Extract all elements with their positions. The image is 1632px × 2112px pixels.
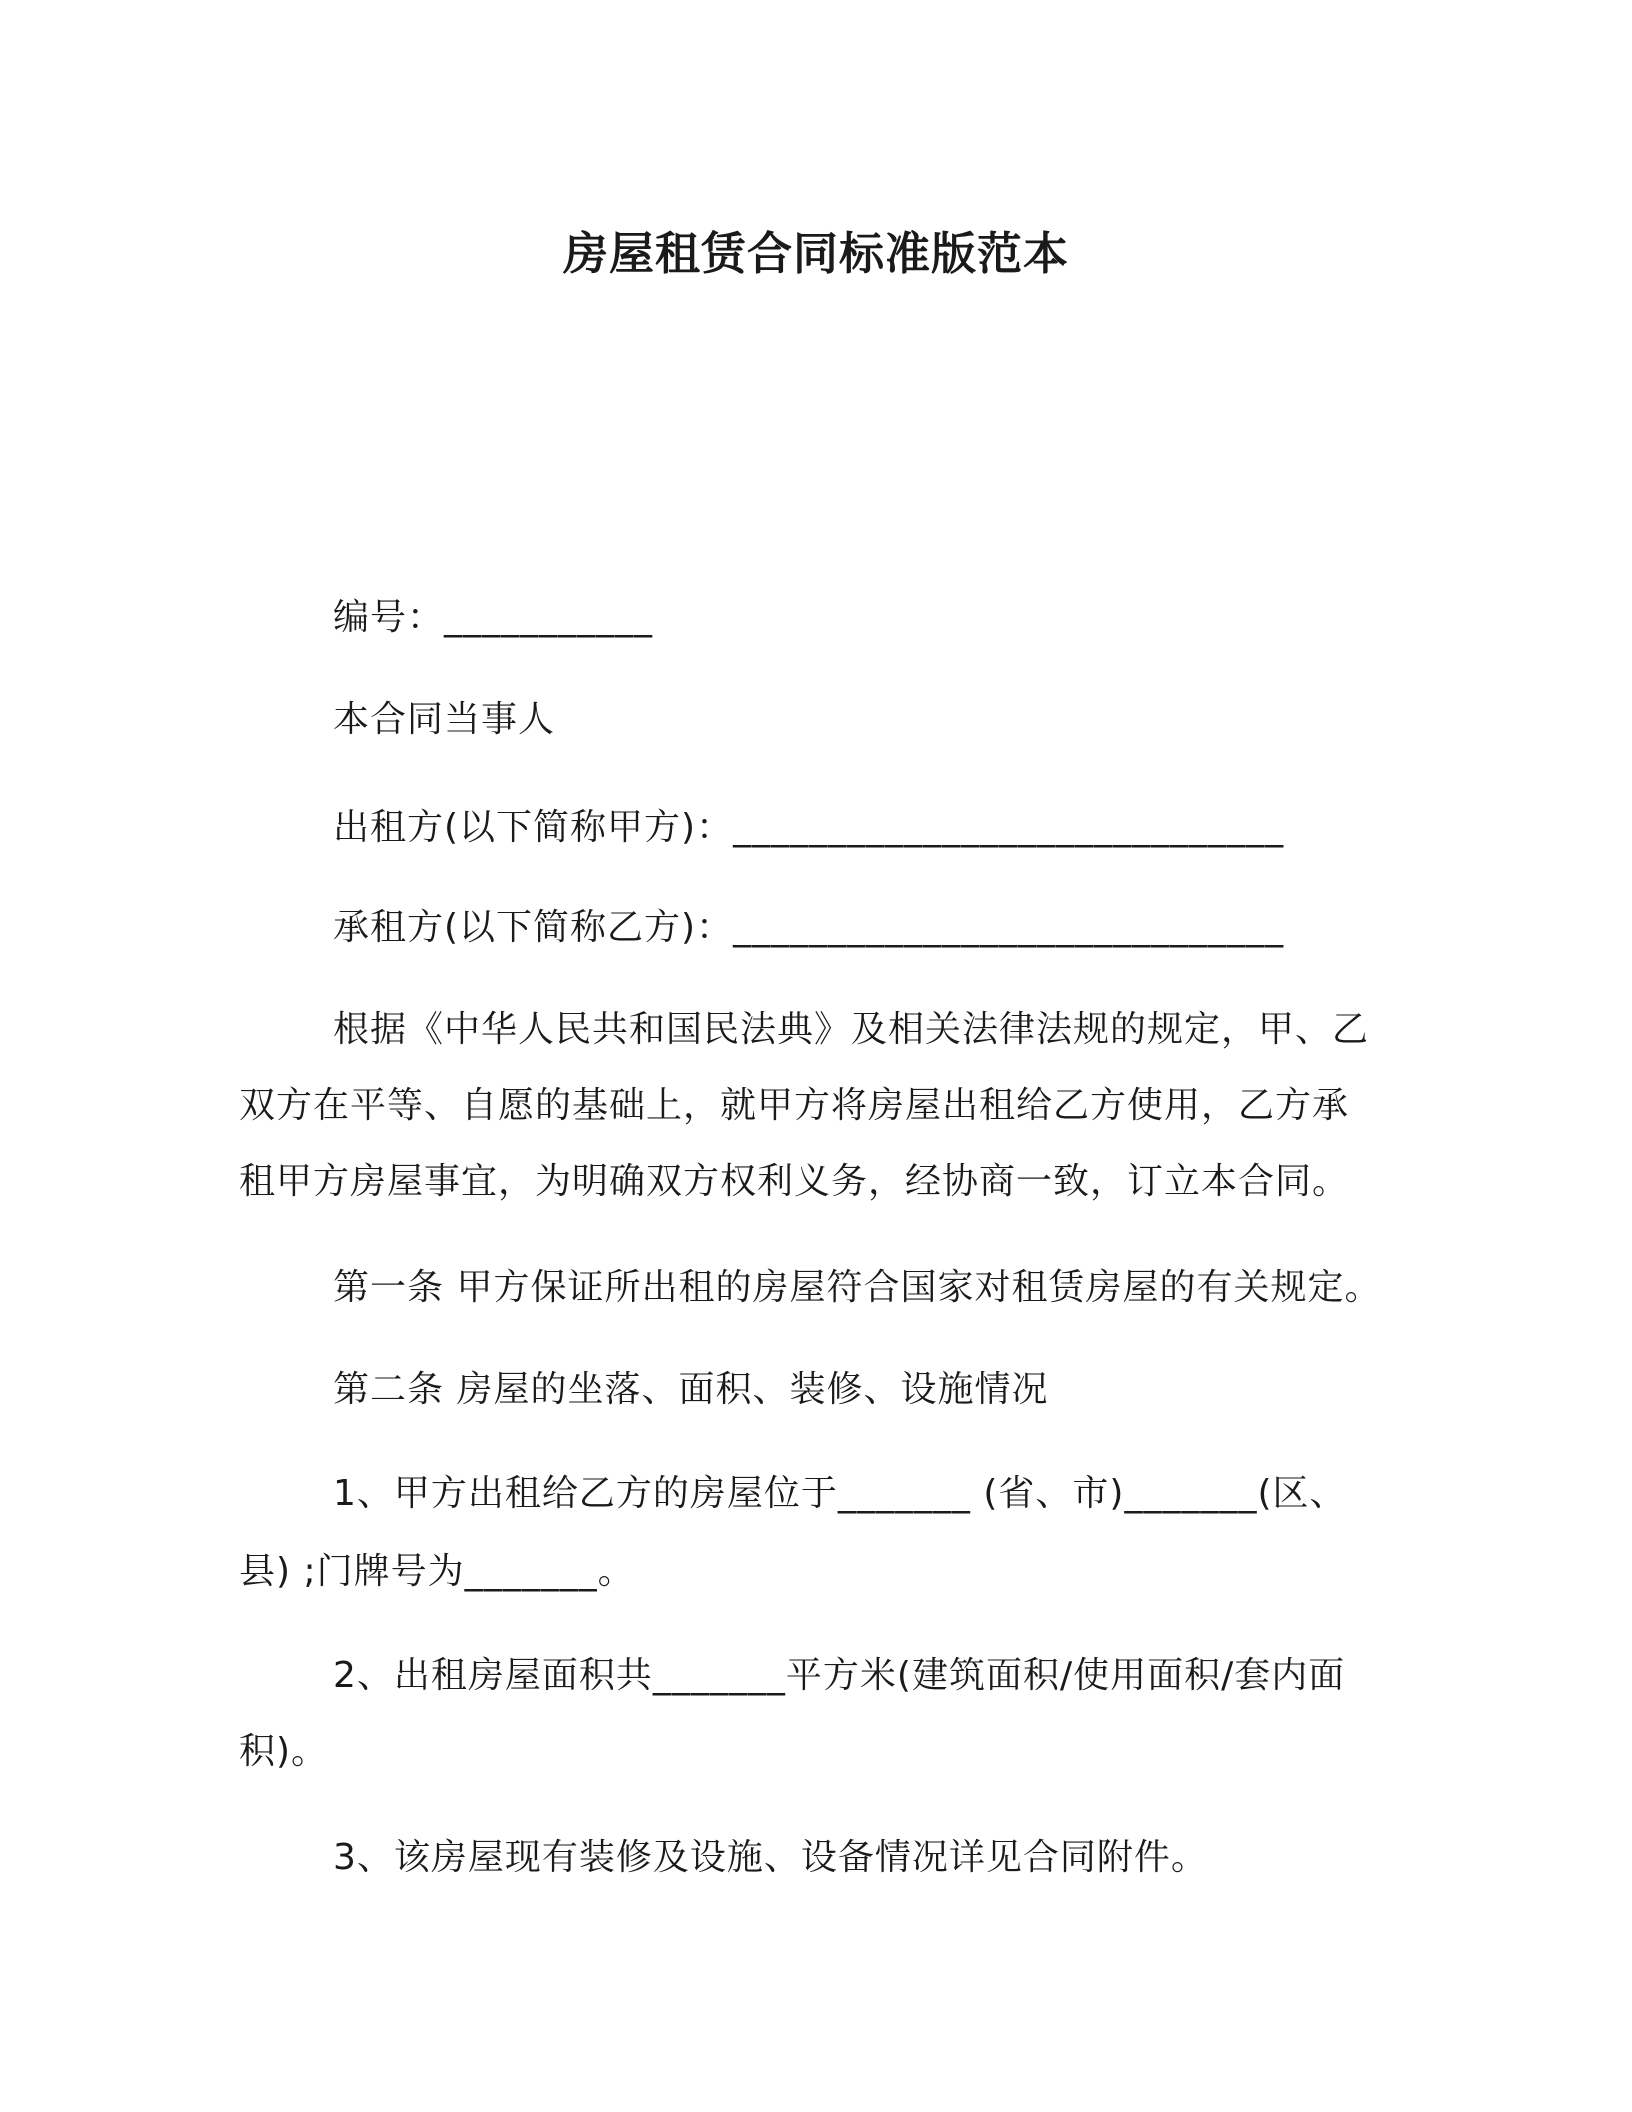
clause-1-line-1: 1、甲方出租给乙方的房屋位于_______ (省、市)_______(区、 [333, 1473, 1347, 1514]
preamble-line-3: 租甲方房屋事宜，为明确双方权利义务，经协商一致，订立本合同。 [239, 1161, 1350, 1202]
clause-1-line-2: 县) ;门牌号为_______。 [239, 1551, 635, 1592]
lessor-line: 出租方(以下简称甲方)：_____________________________ [333, 807, 1285, 848]
clause-3: 3、该房屋现有装修及设施、设备情况详见合同附件。 [333, 1837, 1208, 1878]
document-title: 房屋租赁合同标准版范本 [562, 227, 1069, 280]
article-2-heading: 第二条 房屋的坐落、面积、装修、设施情况 [333, 1369, 1049, 1410]
preamble-line-2: 双方在平等、自愿的基础上，就甲方将房屋出租给乙方使用，乙方承 [239, 1085, 1350, 1126]
lessee-line: 承租方(以下简称乙方)：_____________________________ [333, 907, 1285, 948]
clause-2-line-1: 2、出租房屋面积共_______平方米(建筑面积/使用面积/套内面 [333, 1655, 1346, 1696]
contract-number-line: 编号：___________ [333, 597, 654, 638]
article-1: 第一条 甲方保证所出租的房屋符合国家对租赁房屋的有关规定。 [333, 1267, 1382, 1308]
clause-2-line-2: 积)。 [239, 1731, 329, 1772]
parties-heading: 本合同当事人 [333, 699, 556, 740]
preamble-line-1: 根据《中华人民共和国民法典》及相关法律法规的规定，甲、乙 [333, 1009, 1370, 1050]
